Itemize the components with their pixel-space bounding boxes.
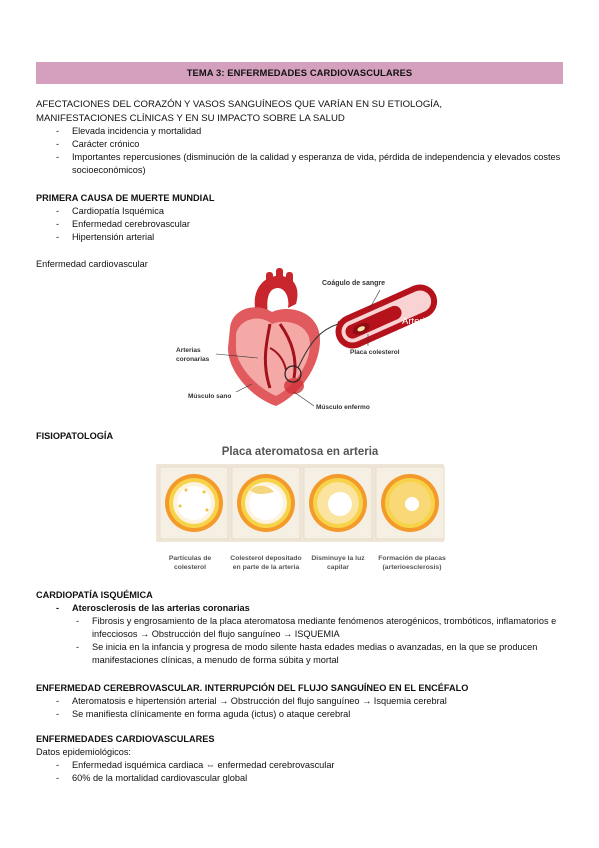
stage-4-label-line1: Formación de placas [378, 555, 446, 562]
intro-section [36, 98, 566, 177]
page-title: TEMA 3: ENFERMEDADES CARDIOVASCULARES [36, 62, 563, 84]
enfermedades-cardio-section [36, 733, 566, 785]
list-item: - Enfermedad cerebrovascular [36, 218, 566, 231]
label-arterias-line1: Arterias [176, 347, 201, 354]
section-heading: ENFERMEDADES CARDIOVASCULARES [36, 734, 215, 744]
stage-3 [304, 467, 372, 539]
list-item: - Se inicia en la infancia y progresa de modo silente hasta edades medias o avanzadas, en la que se producen manifestaciones clínicas, a menudo de forma súbita y mortal [36, 641, 566, 667]
list-item: - Se manifiesta clínicamente en forma aguda (ictus) o ataque cerebral [36, 708, 566, 721]
stage-2-label-line1: Colesterol depositado [230, 555, 302, 562]
primera-causa-section [36, 192, 566, 244]
cerebrovascular-list [36, 695, 566, 721]
cardiopatia-section [36, 589, 566, 667]
list-item: - Fibrosis y engrosamiento de la placa ateromatosa mediante fenómenos aterogénicos, trombóticos, inflamatorios e infecciosos → Obstrucción del flujo sanguíneo → ISQUEMIA [36, 615, 566, 641]
intro-list [36, 125, 566, 177]
stage-4-label-line2: (arterioesclerosis) [382, 564, 442, 571]
section-subheading: Datos epidemiológicos: [36, 747, 131, 758]
stage-1 [160, 467, 228, 539]
stage-4 [376, 467, 444, 539]
list-item: - Carácter crónico [36, 138, 566, 151]
primera-causa-list [36, 205, 566, 244]
section-heading: PRIMERA CAUSA DE MUERTE MUNDIAL [36, 193, 215, 203]
cardiopatia-sublist [36, 615, 566, 667]
cerebrovascular-section [36, 682, 566, 721]
stage-1-label-line2: colesterol [173, 564, 207, 571]
figure-title: Placa ateromatosa en arteria [221, 446, 379, 458]
section-heading: ENFERMEDAD CEREBROVASCULAR. INTERRUPCIÓN DEL FLUJO SANGUÍNEO EN EL ENCÉFALO [36, 683, 469, 693]
stage-2-label-line2: en parte de la arteria [232, 564, 300, 571]
section-heading: FISIOPATOLOGÍA [36, 431, 114, 441]
list-item: - Cardiopatía Isquémica [36, 205, 566, 218]
enf-cardio-list [36, 759, 566, 785]
list-item: - Aterosclerosis de las arterias coronarias [36, 602, 566, 615]
list-item: - 60% de la mortalidad cardiovascular global [36, 772, 566, 785]
label-coagulo: Coágulo de sangre [322, 280, 386, 287]
label-arterias-line2: coronarias [176, 356, 210, 363]
stage-2 [232, 467, 300, 539]
list-item: - Ateromatosis e hipertensión arterial → Obstrucción del flujo sanguíneo → Isquemia cerebral [36, 695, 566, 708]
figure1-caption: Enfermedad cardiovascular [36, 259, 148, 269]
label-musculo-sano: Músculo sano [188, 393, 232, 400]
stage-3-label-line1: Disminuye la luz [311, 555, 365, 562]
label-placa: Placa colesterol [350, 349, 400, 356]
label-arteria: Arteria [402, 316, 430, 327]
plaque-progression-figure [150, 440, 450, 580]
intro-heading-line1: AFECTACIONES DEL CORAZÓN Y VASOS SANGUÍNEOS QUE VARÍAN EN SU ETIOLOGÍA, [36, 99, 443, 110]
list-item: - Importantes repercusiones (disminución de la calidad y esperanza de vida, pérdida de independencia y elevados costes socioeconómicos) [36, 151, 566, 177]
label-musculo-enfermo: Músculo enfermo [316, 404, 370, 411]
list-item: - Hipertensión arterial [36, 231, 566, 244]
stage-1-label-line1: Partículas de [168, 555, 212, 562]
cardiopatia-list [36, 602, 566, 615]
list-item: - Elevada incidencia y mortalidad [36, 125, 566, 138]
intro-heading-line2: MANIFESTACIONES CLÍNICAS Y EN SU IMPACTO SOBRE LA SALUD [36, 112, 345, 124]
heart-artery-illustration [170, 268, 450, 418]
stage-3-label-line2: capilar [327, 564, 349, 571]
list-item: - Enfermedad isquémica cardiaca ⇔ enfermedad cerebrovascular [36, 759, 566, 772]
section-heading: CARDIOPATÍA ISQUÉMICA [36, 590, 153, 600]
